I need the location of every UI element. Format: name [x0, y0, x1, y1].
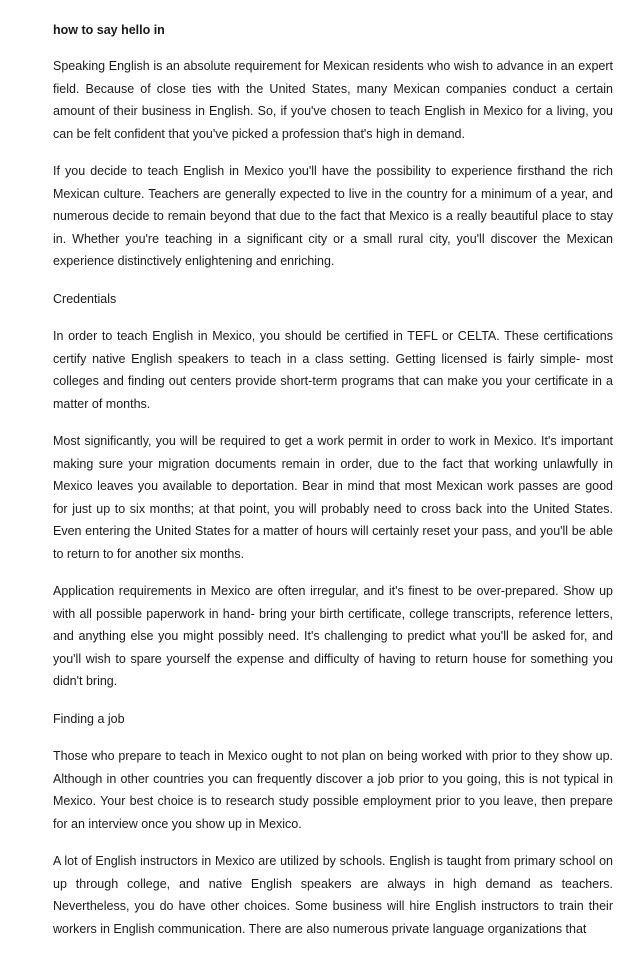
- document-title: how to say hello in: [53, 23, 165, 37]
- paragraph-culture: If you decide to teach English in Mexico you'll have the possibility to experience firsthand the rich Mexican culture. Teachers are generally expected to live in the country for a minimum of a year, and numerous decide to remain beyond that due to the fact that Mexico is a really beautiful place to stay in. Whether you're teaching in a significant city or a small rural city, you'll discover the Mexican experience distinctively enlightening and enriching.: [53, 164, 613, 268]
- section-heading-credentials: Credentials: [53, 291, 117, 306]
- paragraph-schools: A lot of English instructors in Mexico are utilized by schools. English is taught from primary school on up through college, and native English speakers are always in high demand as teachers. Nevertheless, you do have other choices. Some business will hire English instructors to train their workers in English communication. There are also numerous private language organizations that: [53, 854, 613, 936]
- section-heading-finding-a-job: Finding a job: [53, 711, 125, 726]
- paragraph-certification: In order to teach English in Mexico, you should be certified in TEFL or CELTA. These certifications certify native English speakers to teach in a class setting. Getting licensed is fairly simple- most colleges and finding out centers provide short-term programs that can make you your certificate in a matter of months.: [53, 329, 613, 411]
- document-page: [53, 20, 613, 955]
- paragraph-work-permit: Most significantly, you will be required to get a work permit in order to work in Mexico. It's important making sure your migration documents remain in order, due to the fact that working unlawfully in Mexico leaves you available to deportation. Bear in mind that most Mexican work passes are good for just up to six months; at that point, you will probably need to cross back into the United States. Even entering the United States for a matter of hours will certainly reset your pass, and you'll be able to return to for another six months.: [53, 434, 613, 561]
- paragraph-application: Application requirements in Mexico are often irregular, and it's finest to be over-prepared. Show up with all possible paperwork in hand- bring your birth certificate, college transcripts, reference letters, and anything else you might possibly need. It's challenging to predict what you'll be asked for, and you'll wish to spare yourself the expense and difficulty of having to return house for something you didn't bring.: [53, 584, 613, 688]
- paragraph-intro: Speaking English is an absolute requirement for Mexican residents who wish to advance in an expert field. Because of close ties with the United States, many Mexican companies conduct a certain amount of their business in English. So, if you've chosen to teach English in Mexico for a living, you can be felt confident that you've picked a profession that's high in demand.: [53, 59, 613, 141]
- paragraph-prepare: Those who prepare to teach in Mexico ought to not plan on being worked with prior to they show up. Although in other countries you can frequently discover a job prior to you going, this is not typical in Mexico. Your best choice is to research study possible employment prior to you leave, then prepare for an interview once you show up in Mexico.: [53, 749, 613, 831]
